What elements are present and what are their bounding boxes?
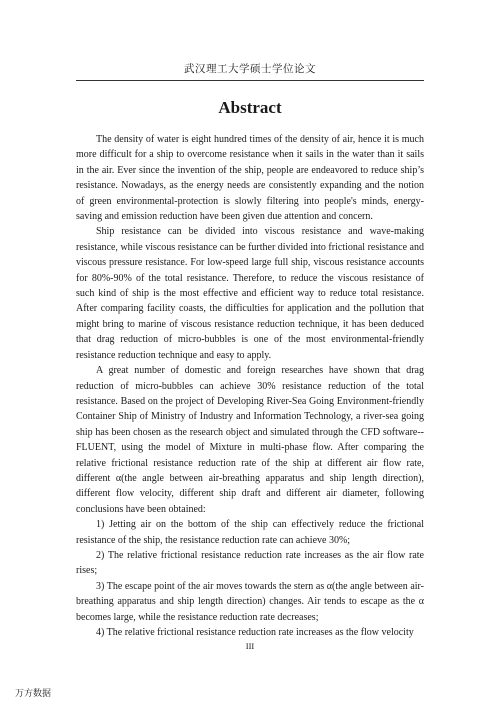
paragraph-research: A great number of domestic and foreign researches have shown that drag reduction of micro-bubbles can achieve 30% resistance reduction of the total resistance. Based on the project of Developing River-Sea Going Environment-friendly Container Ship of Ministry of Industry and Information Technology, a river-sea going ship has been chosen as the research object and simulated through the CFD software--FLUENT, using the model of Mixture in multi-phase flow. After comparing the relative frictional resistance reduction rate of the ship at different air flow rate, different α(the angle between air-breathing apparatus and ship length direction), different flow velocity, different ship draft and different air diameter, following conclusions have been obtained: — [76, 365, 424, 515]
conclusion-item-4: 4) The relative frictional resistance reduction rate increases as the flow velocity — [96, 627, 414, 638]
conclusion-item-3: 3) The escape point of the air moves towards the stern as α(the angle between air-breathing apparatus and ship length direction) changes. Air tends to escape as the α becomes large, while the resistance reduction rate decreases; — [76, 580, 424, 623]
abstract-body — [76, 132, 424, 640]
header-divider — [76, 80, 424, 81]
conclusion-item-2: 2) The relative frictional resistance reduction rate increases as the air flow rate rises; — [76, 549, 424, 577]
conclusion-item-1: 1) Jetting air on the bottom of the ship can effectively reduce the frictional resistance of the ship, the resistance reduction rate can achieve 30%; — [76, 519, 424, 546]
paragraph-density: The density of water is eight hundred times of the density of air, hence it is much more difficult for a ship to overcome resistance when it sails in the water than it sails in the air. Ever since the invention of the ship, people are endeavored to reduce ship’s resistance. Nowadays, as the energy needs are consistently expanding and the notion of green environmental-protection is slowly filtering into people's minds, energy-saving and emission reduction have been given due attention and concern. — [76, 134, 424, 223]
running-header: 武汉理工大学硕士学位论文 — [184, 64, 316, 75]
abstract-title: Abstract — [218, 98, 282, 117]
watermark-text: 万方数据 — [15, 688, 52, 698]
paragraph-resistance-types: Ship resistance can be divided into viscous resistance and wave-making resistance, while viscous resistance can be further divided into frictional resistance and viscous pressure resistance. For low-speed large full ship, viscous resistance accounts for 80%-90% of the total resistance. Therefore, to reduce the viscous resistance of such kind of ship is the most effective and efficient way to reduce total resistance. After comparing facility coasts, the difficulties for application and the pollution that might bring to marine of viscous resistance reduction technique, it has been deduced that drag reduction of micro-bubbles is one of the most environmental-friendly resistance reduction technique and easy to apply. — [76, 226, 424, 361]
page-number: III — [245, 641, 255, 651]
